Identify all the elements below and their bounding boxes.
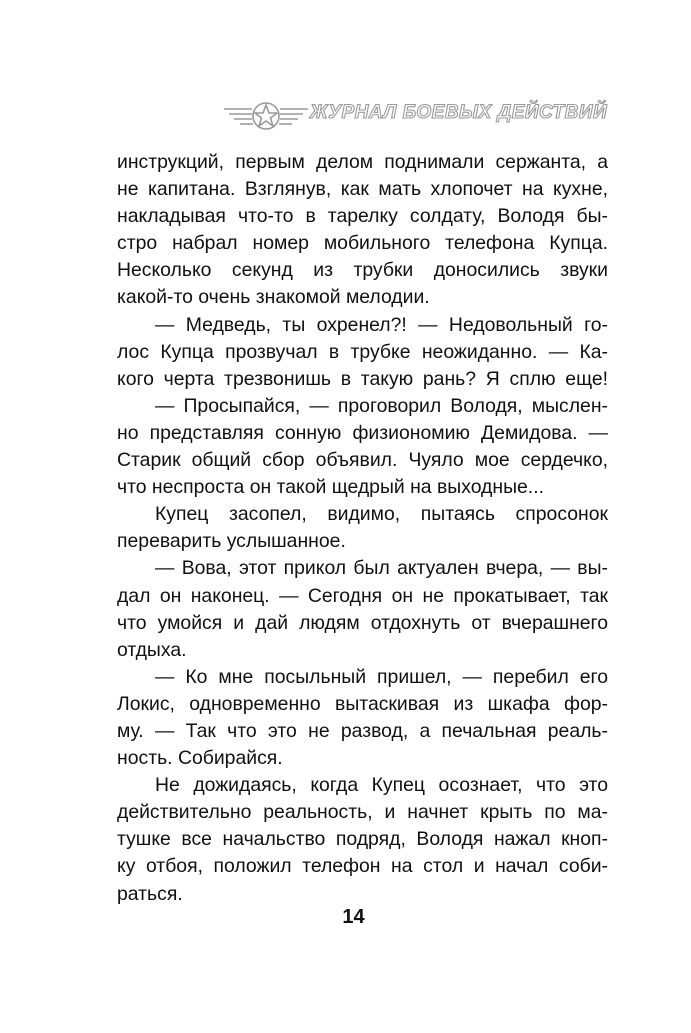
winged-star-emblem-icon (222, 96, 312, 136)
text-line: отдыха. (117, 638, 187, 661)
text-line: дал он наконец. — Сегодня он не прокатывает, так (117, 584, 608, 607)
text-line: му. — Так что это не развод, а печальная реаль- (117, 719, 608, 742)
text-line: Не дожидаясь, когда Купец осознает, что это (155, 774, 608, 797)
text-line: Несколько секунд из трубки доносились звуки (117, 259, 608, 282)
text-line: действительно реальность, и начнет крыть по ма- (117, 801, 608, 824)
text-line: Старик общий сбор объявил. Чуяло мое сердечко, (117, 449, 608, 472)
text-line: — Просыпайся, — проговорил Володя, мыслен- (155, 394, 608, 417)
text-line: лос Купца прозвучал в трубке неожиданно. — Ка- (117, 340, 608, 363)
body-text (117, 149, 608, 908)
page-number: 14 (342, 906, 365, 928)
text-line: не капитана. Взглянув, как мать хлопочет на кухне, (117, 178, 608, 201)
text-line: раться. (117, 882, 183, 905)
text-line: что умойся и дай людям отдохнуть от вчерашнего (117, 611, 608, 634)
text-line: — Медведь, ты охренел?! — Недовольный го- (155, 313, 608, 336)
text-line: инструкций, первым делом поднимали сержанта, а (117, 151, 608, 173)
running-header (222, 96, 608, 136)
text-line: Локис, одновременно вытаскивая из шкафа фор- (117, 692, 608, 715)
text-line: переварить услышанное. (117, 530, 346, 553)
text-line: ку отбоя, положил телефон на стол и начал соби- (117, 855, 608, 878)
text-line: Купец засопел, видимо, пытаясь спросонок (155, 503, 608, 526)
text-line: — Ко мне посыльный пришел, — перебил его (155, 665, 608, 688)
text-line: но представляя сонную физиономию Демидова. — (117, 421, 608, 444)
text-line: кого черта трезвонишь в такую рань? Я сплю еще! (117, 367, 608, 390)
text-line: что неспроста он такой щедрый на выходные... (117, 476, 544, 499)
text-line: тушке все начальство подряд, Володя нажал кноп- (117, 828, 608, 851)
running-header-title: ЖУРНАЛ БОЕВЫХ ДЕЙСТВИЙ (310, 102, 608, 123)
text-line: — Вова, этот прикол был актуален вчера, — вы- (155, 557, 608, 580)
text-line: ность. Собирайся. (117, 747, 283, 770)
text-line: стро набрал номер мобильного телефона Купца. (117, 232, 608, 255)
text-line: накладывая что-то в тарелку солдату, Володя бы- (117, 205, 608, 228)
text-line: какой-то очень знакомой мелодии. (117, 286, 430, 309)
